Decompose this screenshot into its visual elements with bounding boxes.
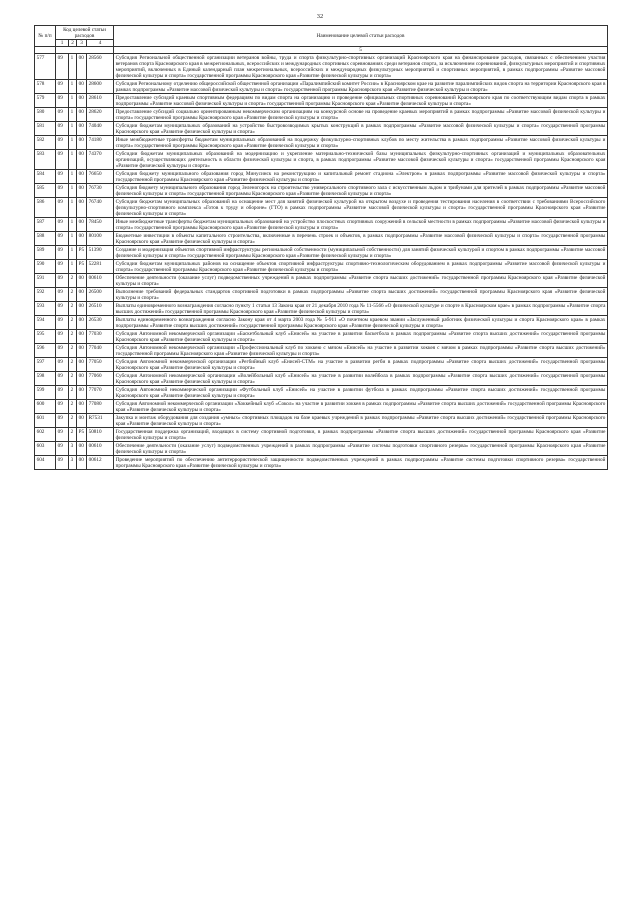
row-number-cell: 583 xyxy=(35,150,56,170)
table-row xyxy=(35,302,608,316)
code-group-cell: 00 xyxy=(77,150,87,170)
code-section-cell: 09 xyxy=(56,274,69,288)
row-number-cell: 592 xyxy=(35,288,56,302)
row-number-cell: 578 xyxy=(35,80,56,94)
code-direction-cell: 00610 xyxy=(87,442,114,456)
code-subprogram-cell: 1 xyxy=(69,94,77,108)
table-row xyxy=(35,358,608,372)
description-cell: Субсидии бюджетам муниципальных районов на оснащение объектов спортивной инфраструктуры спортивно-технологическим оборудованием в рамках подпрограммы «Развитие массовой физической культуры и спорта» государственной программы Красноярского края «Развитие физической культуры и спорта» xyxy=(114,260,608,274)
code-group-cell: 00 xyxy=(77,170,87,184)
code-group-cell: 00 xyxy=(77,122,87,136)
description-cell: Проведение мероприятий по обеспечению антитеррористической защищенности подведомственных учреждений в рамках подпрограммы «Развитие системы подготовки спортивного резерва» государственной программы Красноярского края «Развитие физической культуры и спорта» xyxy=(114,456,608,470)
code-section-cell: 09 xyxy=(56,150,69,170)
row-number-cell: 589 xyxy=(35,246,56,260)
code-section-cell: 09 xyxy=(56,302,69,316)
code-subprogram-cell: 2 xyxy=(69,400,77,414)
code-direction-cell: 74370 xyxy=(87,150,114,170)
code-section-cell: 09 xyxy=(56,288,69,302)
table-row xyxy=(35,54,608,80)
description-numbering-row xyxy=(35,47,608,54)
description-cell: Предоставление субсидий социально ориентированным некоммерческим организациям на конкурсной основе на проведение краевых мероприятий в рамках подпрограммы «Развитие массовой физической культуры и спорта» государственной программы Красноярского края «Развитие физической культуры и спорта» xyxy=(114,108,608,122)
row-number-cell: 601 xyxy=(35,414,56,428)
description-header: Наименование целевой статьи расходов xyxy=(114,26,608,47)
code-direction-cell: 26530 xyxy=(87,316,114,330)
code-group-cell: 00 xyxy=(77,80,87,94)
code-section-cell: 09 xyxy=(56,428,69,442)
row-number-cell: 598 xyxy=(35,372,56,386)
code-group-cell: Р5 xyxy=(77,260,87,274)
row-number-cell: 585 xyxy=(35,184,56,198)
table-row xyxy=(35,232,608,246)
code-direction-cell: 76740 xyxy=(87,198,114,218)
table-row xyxy=(35,428,608,442)
row-number-cell: 579 xyxy=(35,94,56,108)
description-cell: Выплаты единовременного вознаграждения согласно Закону края от 4 марта 2003 года № 5-911 «О почетном краевом звании «Заслуженный работник физической культуры и спорта Красноярского края» в рамках подпрограммы «Развитие спорта высших достижений» государственной программы Красноярского края «Развитие физической культуры и спорта» xyxy=(114,316,608,330)
description-cell: Субсидия Автономной некоммерческой организации «Хоккейный клуб «Сокол» на участие в развитии хоккея в рамках подпрограммы «Развитие спорта высших достижений» государственной программы Красноярского края «Развитие физической культуры и спорта» xyxy=(114,400,608,414)
table-row xyxy=(35,184,608,198)
table-row xyxy=(35,442,608,456)
code-section-cell: 09 xyxy=(56,232,69,246)
table-row xyxy=(35,456,608,470)
code-section-cell: 09 xyxy=(56,108,69,122)
code-subprogram-cell: 1 xyxy=(69,198,77,218)
description-cell: Субсидия Автономной некоммерческой организации «Волейбольный клуб «Енисей» на участие в развитии волейбола в рамках подпрограммы «Развитие спорта высших достижений» государственной программы Красноярского края «Развитие физической культуры и спорта» xyxy=(114,372,608,386)
description-cell: Субсидия бюджету муниципального образования город Зеленогорск на строительство универсального спортивного зала с искусственным льдом и трибунами для зрителей в рамках подпрограммы «Развитие массовой физической культуры и спорта» государственной программы Красноярского края «Развитие физической культуры и спорта» xyxy=(114,184,608,198)
table-row xyxy=(35,414,608,428)
code-section-cell: 09 xyxy=(56,122,69,136)
table-row xyxy=(35,170,608,184)
column-number-blank xyxy=(35,47,56,54)
description-cell: Субсидия Автономной некоммерческой организации «Футбольный клуб «Енисей» на участие в развитии футбола в рамках подпрограммы «Развитие спорта высших достижений» государственной программы Красноярского края «Развитие физической культуры и спорта» xyxy=(114,386,608,400)
code-subprogram-cell: 2 xyxy=(69,330,77,344)
code-subprogram-cell: 1 xyxy=(69,218,77,232)
code-section-cell: 09 xyxy=(56,184,69,198)
row-number-cell: 580 xyxy=(35,108,56,122)
table-row xyxy=(35,316,608,330)
code-section-cell: 09 xyxy=(56,218,69,232)
code-direction-cell: 76650 xyxy=(87,170,114,184)
code-group-cell: 00 xyxy=(77,108,87,122)
code-group-cell: 00 xyxy=(77,302,87,316)
code-group-cell: 00 xyxy=(77,184,87,198)
code-group-cell: Р5 xyxy=(77,428,87,442)
code-subprogram-cell: 1 xyxy=(69,184,77,198)
code-section-cell: 09 xyxy=(56,198,69,218)
code-group-cell: 00 xyxy=(77,316,87,330)
row-number-cell: 581 xyxy=(35,122,56,136)
table-row xyxy=(35,330,608,344)
row-number-cell: 587 xyxy=(35,218,56,232)
header-row xyxy=(35,26,608,40)
row-number-cell: 599 xyxy=(35,386,56,400)
table-row xyxy=(35,274,608,288)
column-number: 3 xyxy=(77,40,87,47)
code-section-cell: 09 xyxy=(56,400,69,414)
table-row xyxy=(35,344,608,358)
code-section-cell: 09 xyxy=(56,386,69,400)
code-direction-cell: 52281 xyxy=(87,260,114,274)
row-number-cell: 593 xyxy=(35,302,56,316)
column-number: 4 xyxy=(87,40,114,47)
description-cell: Субсидии бюджетам муниципальных образований на оснащение мест для занятий физической культурой на открытом воздухе и проведения тестирования населения в соответствии с требованиями Всероссийского физкультурно-спортивного комплекса «Готов к труду и обороне» (ГТО) в рамках подпрограммы «Развитие массовой физической культуры и спорта» государственной программы Красноярского края «Развитие физической культуры и спорта» xyxy=(114,198,608,218)
row-number-header: № п/п xyxy=(35,26,56,47)
code-subprogram-cell: 2 xyxy=(69,274,77,288)
table-row xyxy=(35,80,608,94)
code-group-cell: Р5 xyxy=(77,246,87,260)
code-group-cell: 00 xyxy=(77,372,87,386)
code-group-cell: 00 xyxy=(77,54,87,80)
table-row xyxy=(35,94,608,108)
row-number-cell: 590 xyxy=(35,260,56,274)
code-group-cell: 00 xyxy=(77,94,87,108)
table-row xyxy=(35,122,608,136)
code-section-cell: 09 xyxy=(56,54,69,80)
table-row xyxy=(35,260,608,274)
row-number-cell: 597 xyxy=(35,358,56,372)
code-subprogram-cell: 1 xyxy=(69,122,77,136)
row-number-cell: 604 xyxy=(35,456,56,470)
description-cell: Субсидии бюджетам муниципальных образований на устройство быстровозводимых крытых конструкций в рамках подпрограммы «Развитие массовой физической культуры и спорта» государственной программы Красноярского края «Развитие физической культуры и спорта» xyxy=(114,122,608,136)
description-cell: Выплаты единовременного вознаграждения согласно пункту 1 статьи 13 Закона края от 21 декабря 2010 года № 11-5566 «О физической культуре и спорте в Красноярском крае» в рамках подпрограммы «Развитие спорта высших достижений» государственной программы Красноярского края «Развитие физической культуры и спорта» xyxy=(114,302,608,316)
row-number-cell: 603 xyxy=(35,442,56,456)
description-cell: Субсидия бюджету муниципального образования город Минусинск на реконструкцию и капитальный ремонт стадиона «Электрон» в рамках подпрограммы «Развитие массовой физической культуры и спорта» государственной программы Красноярского края «Развитие физической культуры и спорта» xyxy=(114,170,608,184)
code-direction-cell: R7531 xyxy=(87,414,114,428)
table-row xyxy=(35,198,608,218)
table-row xyxy=(35,246,608,260)
code-group-cell: 00 xyxy=(77,456,87,470)
code-section-cell: 09 xyxy=(56,80,69,94)
code-section-cell: 09 xyxy=(56,260,69,274)
column-number: 5 xyxy=(114,47,608,54)
table-row xyxy=(35,150,608,170)
code-direction-cell: 26500 xyxy=(87,288,114,302)
row-number-cell: 582 xyxy=(35,136,56,150)
code-direction-cell: 28560 xyxy=(87,54,114,80)
code-direction-cell: 00612 xyxy=(87,456,114,470)
code-section-cell: 09 xyxy=(56,136,69,150)
code-direction-cell: 76730 xyxy=(87,184,114,198)
table-row xyxy=(35,136,608,150)
description-cell: Субсидия Региональной общественной организации ветеранов войны, труда и спорта физкультурно-спортивных организаций Красноярского края на финансирование расходов, связанных с обеспечением участия ветеранов спорта Красноярского края в межрегиональных, всероссийских и международных спортивных соревнованиях среди ветеранов спорта, за исключением соревнований, физкультурных мероприятий и спортивных мероприятий, включенных в Единый календарный план межрегиональных, всероссийских и международных физкультурных мероприятий и спортивных мероприятий, в рамках подпрограммы «Развитие массовой физической культуры и спорта» государственной программы Красноярского края «Развитие физической культуры и спорта» xyxy=(114,54,608,80)
table-row xyxy=(35,218,608,232)
table-row xyxy=(35,108,608,122)
code-group-cell: 00 xyxy=(77,218,87,232)
table-row xyxy=(35,386,608,400)
description-cell: Предоставление субсидий краевым спортивным федерациям по видам спорта на организацию и проведение официальных спортивных соревнований Красноярского края по соответствующим видам спорта в рамках подпрограммы «Развитие массовой физической культуры и спорта» государственной программы Красноярского края «Развитие физической культуры и спорта» xyxy=(114,94,608,108)
code-subprogram-cell: 3 xyxy=(69,456,77,470)
code-section-cell: 09 xyxy=(56,344,69,358)
code-section-cell: 09 xyxy=(56,316,69,330)
code-subprogram-cell: 2 xyxy=(69,316,77,330)
code-section-cell: 09 xyxy=(56,330,69,344)
row-number-cell: 602 xyxy=(35,428,56,442)
code-section-cell: 09 xyxy=(56,170,69,184)
code-section-cell: 09 xyxy=(56,94,69,108)
code-subprogram-cell: 1 xyxy=(69,246,77,260)
code-direction-cell: 28600 xyxy=(87,80,114,94)
code-group-cell: 00 xyxy=(77,330,87,344)
code-group-cell: 00 xyxy=(77,344,87,358)
row-number-cell: 600 xyxy=(35,400,56,414)
code-direction-cell: 00610 xyxy=(87,274,114,288)
code-subprogram-cell: 1 xyxy=(69,80,77,94)
description-cell: Субсидия Автономной некоммерческой организации «Баскетбольный клуб «Енисей» на участие в развитии баскетбола в рамках подпрограммы «Развитие спорта высших достижений» государственной программы Красноярского края «Развитие физической культуры и спорта» xyxy=(114,330,608,344)
code-group-cell: 00 xyxy=(77,442,87,456)
code-direction-cell: 77030 xyxy=(87,330,114,344)
row-number-cell: 591 xyxy=(35,274,56,288)
code-subprogram-cell: 1 xyxy=(69,232,77,246)
row-number-cell: 595 xyxy=(35,330,56,344)
code-group-cell: 00 xyxy=(77,386,87,400)
description-cell: Бюджетные инвестиции в объекты капитального строительства, включенные в перечень строек и объектов, в рамках подпрограммы «Развитие массовой физической культуры и спорта» государственной программы Красноярского края «Развитие физической культуры и спорта» xyxy=(114,232,608,246)
code-direction-cell: 77070 xyxy=(87,386,114,400)
code-subprogram-cell: 1 xyxy=(69,260,77,274)
code-group-cell: 00 xyxy=(77,232,87,246)
column-number-blank xyxy=(56,47,114,54)
code-direction-cell: 74040 xyxy=(87,122,114,136)
row-number-cell: 588 xyxy=(35,232,56,246)
code-section-cell: 09 xyxy=(56,442,69,456)
description-cell: Обеспечение деятельности (оказание услуг) подведомственных учреждений в рамках подпрограммы «Развитие системы подготовки спортивного резерва» государственной программы Красноярского края «Развитие физической культуры и спорта» xyxy=(114,442,608,456)
code-subprogram-cell: 2 xyxy=(69,428,77,442)
code-group-cell: 00 xyxy=(77,136,87,150)
code-subprogram-cell: 1 xyxy=(69,150,77,170)
code-subprogram-cell: 2 xyxy=(69,344,77,358)
description-cell: Закупка и монтаж оборудования для создания «умных» спортивных площадок на базе краевых учреждений в рамках подпрограммы «Развитие спорта высших достижений» государственной программы Красноярского края «Развитие физической культуры и спорта» xyxy=(114,414,608,428)
row-number-cell: 596 xyxy=(35,344,56,358)
code-subprogram-cell: 2 xyxy=(69,372,77,386)
code-subprogram-cell: 2 xyxy=(69,302,77,316)
code-group-cell: 00 xyxy=(77,198,87,218)
code-section-cell: 09 xyxy=(56,246,69,260)
code-subprogram-cell: 1 xyxy=(69,170,77,184)
code-direction-cell: 77040 xyxy=(87,344,114,358)
code-section-cell: 09 xyxy=(56,372,69,386)
code-direction-cell: 77060 xyxy=(87,372,114,386)
code-group-cell: 00 xyxy=(77,274,87,288)
code-direction-cell: 77080 xyxy=(87,400,114,414)
code-direction-cell: 26510 xyxy=(87,302,114,316)
column-number: 2 xyxy=(69,40,77,47)
column-number: 1 xyxy=(56,40,69,47)
table-row xyxy=(35,372,608,386)
description-cell: Выполнение требований федеральных стандартов спортивной подготовки в рамках подпрограммы «Развитие спорта высших достижений» государственной программы Красноярского края «Развитие физической культуры и спорта» xyxy=(114,288,608,302)
row-number-cell: 577 xyxy=(35,54,56,80)
description-cell: Субсидия Региональному отделению общероссийской общественной организации «Паралимпийский комитет России» в Красноярском крае на развитие паралимпийских видов спорта на территории Красноярского края в рамках подпрограммы «Развитие массовой физической культуры и спорта» государственной программы Красноярского края «Развитие физической культуры и спорта» xyxy=(114,80,608,94)
code-section-cell: 09 xyxy=(56,414,69,428)
row-number-cell: 586 xyxy=(35,198,56,218)
code-direction-cell: 51390 xyxy=(87,246,114,260)
table-body xyxy=(35,54,608,470)
code-subprogram-cell: 2 xyxy=(69,386,77,400)
code-direction-cell: 50810 xyxy=(87,428,114,442)
page-number: 32 xyxy=(316,13,324,20)
code-group-cell: 00 xyxy=(77,400,87,414)
row-number-cell: 594 xyxy=(35,316,56,330)
description-cell: Создание и модернизация объектов спортивной инфраструктуры региональной собственности (муниципальной собственности) для занятий физической культурой и спортом в рамках подпрограммы «Развитие массовой физической культуры и спорта» государственной программы Красноярского края «Развитие физической культуры и спорта» xyxy=(114,246,608,260)
code-subprogram-cell: 3 xyxy=(69,442,77,456)
row-number-cell: 584 xyxy=(35,170,56,184)
description-cell: Субсидии бюджетам муниципальных образований на модернизацию и укрепление материально-технической базы муниципальных физкультурно-спортивных организаций и муниципальных образовательных организаций, осуществляющих деятельность в области физической культуры и спорта, в рамках подпрограммы «Развитие массовой физической культуры и спорта» государственной программы Красноярского края «Развитие физической культуры и спорта» xyxy=(114,150,608,170)
code-section-cell: 09 xyxy=(56,456,69,470)
description-cell: Государственная поддержка организаций, входящих в систему спортивной подготовки, в рамках подпрограммы «Развитие спорта высших достижений» государственной программы Красноярского края «Развитие физической культуры и спорта» xyxy=(114,428,608,442)
table-row xyxy=(35,288,608,302)
code-group-cell: 00 xyxy=(77,414,87,428)
table-row xyxy=(35,400,608,414)
code-subprogram-cell: 2 xyxy=(69,288,77,302)
code-direction-cell: 28610 xyxy=(87,94,114,108)
code-direction-cell: 78450 xyxy=(87,218,114,232)
code-direction-cell: 28620 xyxy=(87,108,114,122)
code-direction-cell: 74180 xyxy=(87,136,114,150)
code-subprogram-cell: 2 xyxy=(69,414,77,428)
code-group-cell: 00 xyxy=(77,288,87,302)
code-section-cell: 09 xyxy=(56,358,69,372)
code-group-cell: 00 xyxy=(77,358,87,372)
description-cell: Иные межбюджетные трансферты бюджетам муниципальных образований на поддержку физкультурно-спортивных клубов по месту жительства в рамках подпрограммы «Развитие массовой физической культуры и спорта» государственной программы Красноярского края «Развитие физической культуры и спорта» xyxy=(114,136,608,150)
description-cell: Субсидия Автономной некоммерческой организации «Профессиональный клуб по хоккею с мячом «Енисей» на участие в развитии хоккея с мячом в рамках подпрограммы «Развитие спорта высших достижений» государственной программы Красноярского края «Развитие физической культуры и спорта» xyxy=(114,344,608,358)
budget-classification-table xyxy=(34,25,608,470)
code-subprogram-cell: 2 xyxy=(69,358,77,372)
code-subprogram-cell: 1 xyxy=(69,108,77,122)
code-subprogram-cell: 1 xyxy=(69,54,77,80)
code-direction-cell: 77050 xyxy=(87,358,114,372)
description-cell: Иные межбюджетные трансферты бюджетам муниципальных образований на устройство плоскостных спортивных сооружений в сельской местности в рамках подпрограммы «Развитие массовой физической культуры и спорта» государственной программы Красноярского края «Развитие физической культуры и спорта» xyxy=(114,218,608,232)
description-cell: Субсидия Автономной некоммерческой организации «Регбийный клуб «Енисей-СТМ» на участие в развитии регби в рамках подпрограммы «Развитие спорта высших достижений» государственной программы Красноярского края «Развитие физической культуры и спорта» xyxy=(114,358,608,372)
code-subprogram-cell: 1 xyxy=(69,136,77,150)
description-cell: Обеспечение деятельности (оказание услуг) подведомственных учреждений в рамках подпрограммы «Развитие спорта высших достижений» государственной программы Красноярского края «Развитие физической культуры и спорта» xyxy=(114,274,608,288)
code-direction-cell: 80100 xyxy=(87,232,114,246)
code-group-header: Код целевой статьи расходов xyxy=(56,26,114,40)
